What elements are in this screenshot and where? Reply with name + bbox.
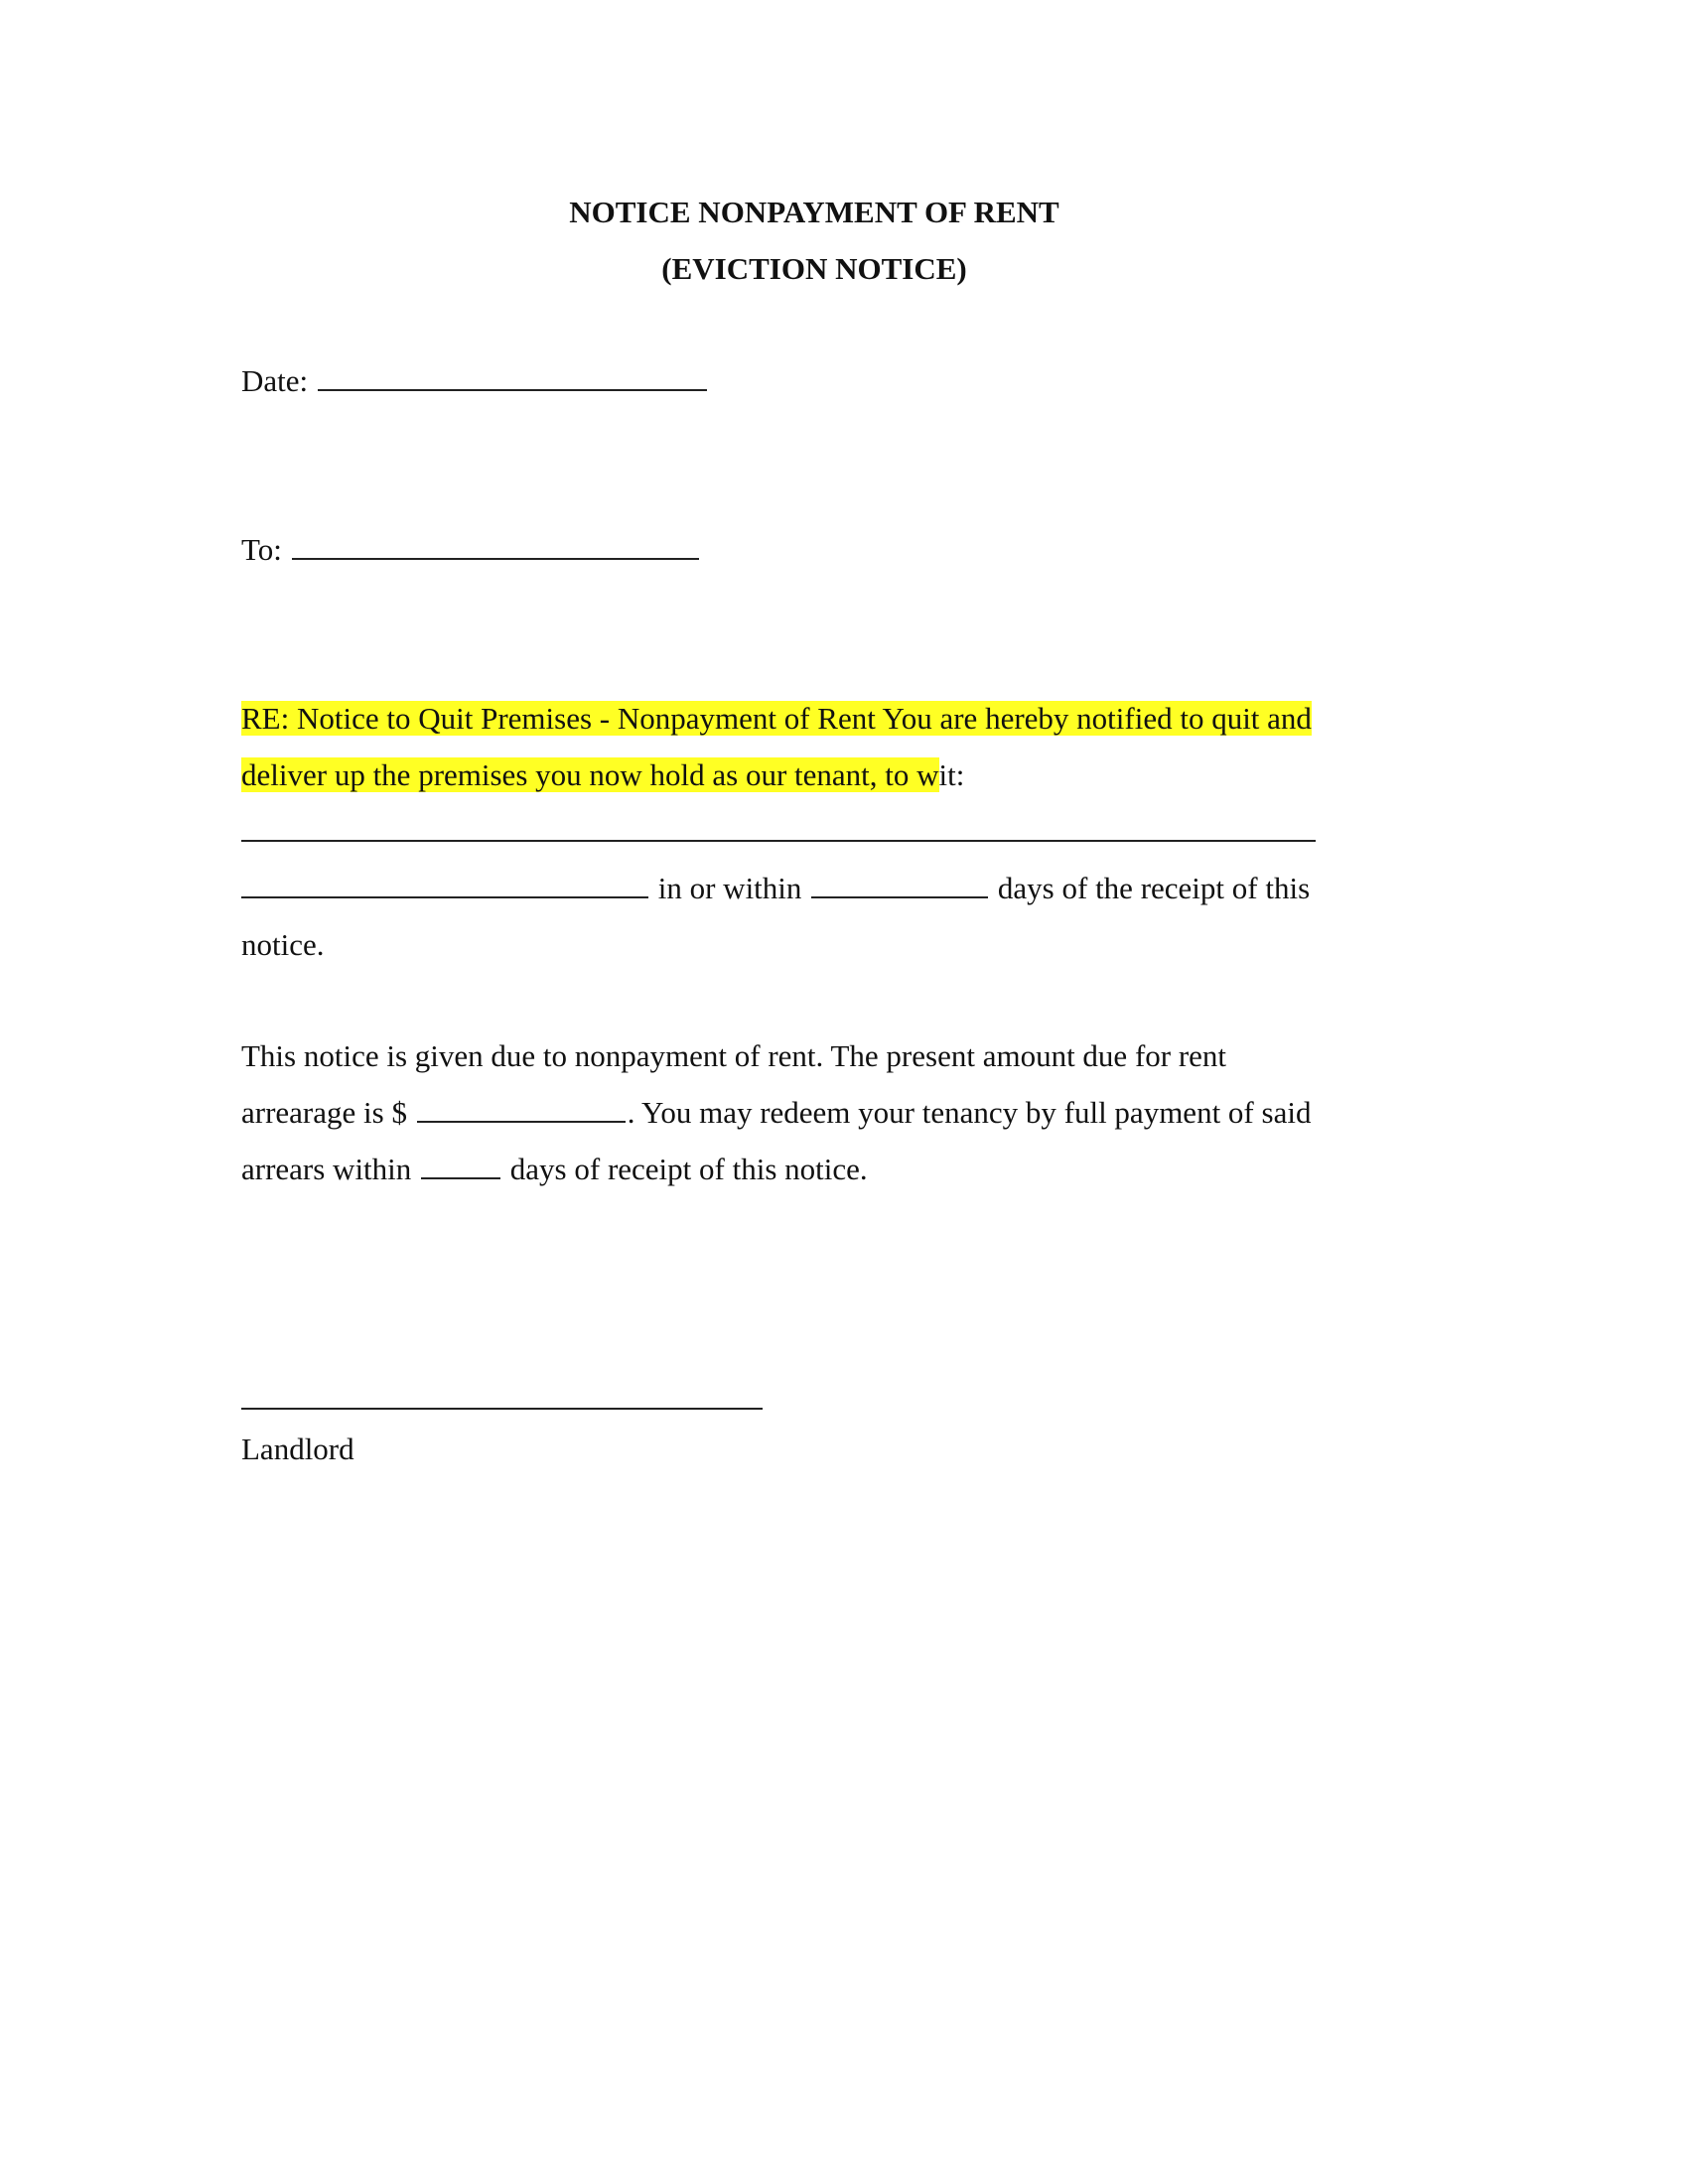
- signature-blank[interactable]: [241, 1380, 763, 1410]
- highlighted-text: deliver up the premises you now hold as our tenant, to w: [241, 757, 939, 792]
- to-blank[interactable]: [292, 530, 699, 560]
- para-text: . You may redeem your tenancy by full payment of said: [627, 1095, 1312, 1130]
- para-line-1: [241, 1036, 1226, 1076]
- document-title: NOTICE NONPAYMENT OF RENT: [569, 195, 1059, 229]
- re-line-2: [241, 755, 964, 795]
- within-text: in or within: [657, 871, 802, 905]
- days-receipt-text: days of the receipt of this: [997, 871, 1311, 905]
- para-line-3: [241, 1150, 868, 1189]
- premises-blank[interactable]: [241, 812, 1316, 842]
- para-text: arrears within: [241, 1152, 412, 1186]
- highlighted-text: RE: Notice to Quit Premises - Nonpayment of Rent You are hereby notified to quit and: [241, 701, 1312, 736]
- para-text: days of receipt of this notice.: [509, 1152, 868, 1186]
- premises-blank-row: [241, 812, 1318, 852]
- para-text: This notice is given due to nonpayment of rent. The present amount due for rent: [241, 1038, 1227, 1073]
- re-line-1: [241, 699, 1312, 739]
- redeem-days-blank[interactable]: [421, 1150, 500, 1179]
- signature-label: Landlord: [241, 1432, 354, 1466]
- amount-blank[interactable]: [417, 1093, 626, 1123]
- date-field-row: [241, 361, 709, 401]
- days-blank[interactable]: [811, 869, 988, 898]
- para-text: arrearage is $: [241, 1095, 407, 1130]
- date-blank[interactable]: [318, 361, 707, 391]
- quit-date-row: [241, 869, 1310, 908]
- re-line-2-rest: it:: [938, 757, 965, 792]
- signature-label-row: [241, 1430, 354, 1469]
- notice-text: notice.: [241, 927, 325, 962]
- to-label: To:: [241, 532, 282, 567]
- para-line-2: [241, 1093, 1311, 1133]
- premises-blank-2[interactable]: [241, 869, 648, 898]
- signature-line-row: [241, 1380, 765, 1420]
- notice-word: [241, 925, 325, 965]
- date-label: Date:: [241, 363, 309, 398]
- to-field-row: [241, 530, 701, 570]
- document-subtitle: (EVICTION NOTICE): [661, 251, 967, 286]
